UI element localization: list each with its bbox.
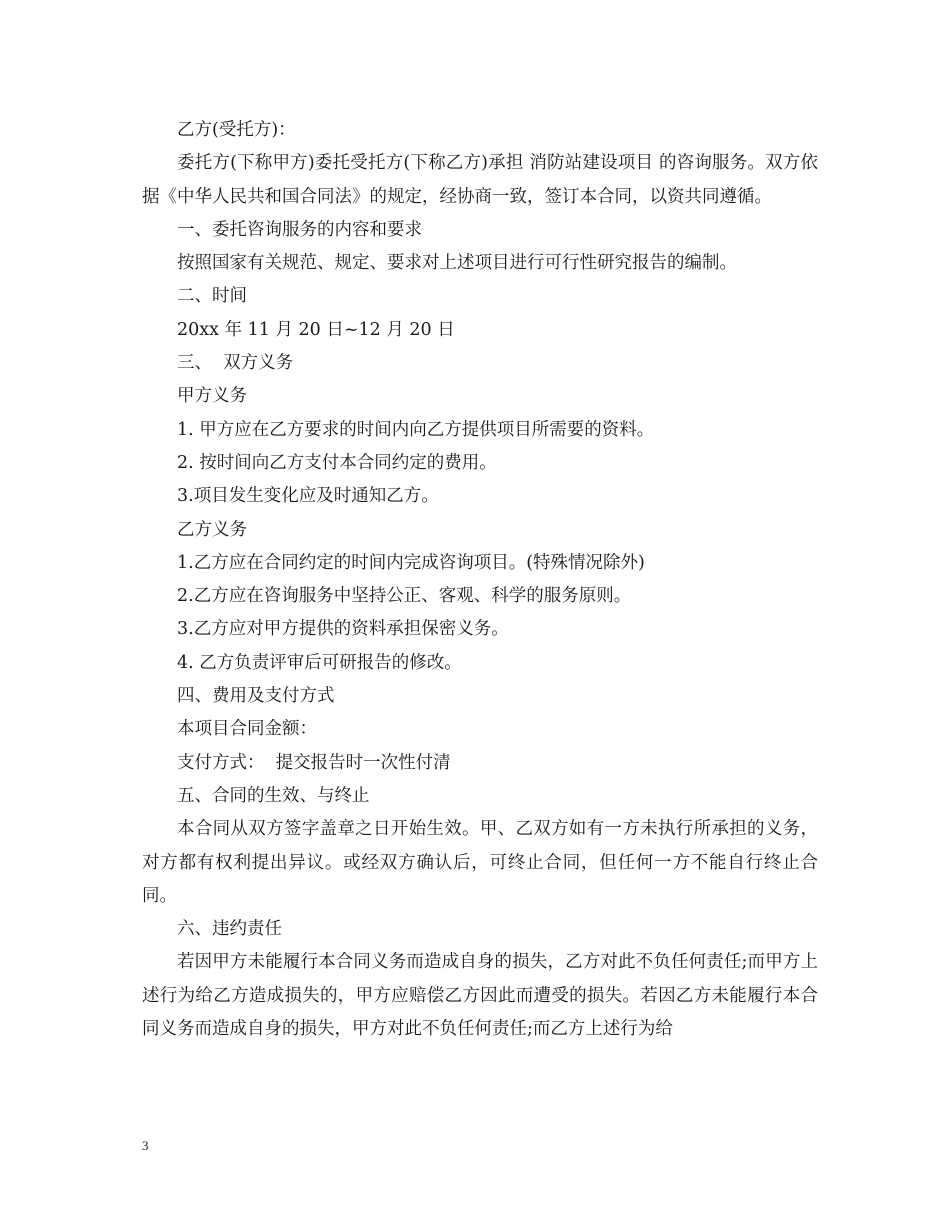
section-2-date: 20xx 年 11 月 20 日~12 月 20 日 bbox=[177, 319, 455, 340]
section-1-heading: 一、委托咨询服务的内容和要求 bbox=[177, 219, 422, 240]
intro-paragraph: 委托方(下称甲方)委托受托方(下称乙方)承担 消防站建设项目 的咨询服务。双方依据《中华人民共和国合同法》的规定，经协商一致，签订本合同，以资共同遵循。 bbox=[142, 153, 818, 207]
party-b-duty-2: 2.乙方应在咨询服务中坚持公正、客观、科学的服务原则。 bbox=[177, 586, 632, 607]
party-b-duty-4: 4. 乙方负责评审后可研报告的修改。 bbox=[177, 652, 462, 673]
section-1-text: 按照国家有关规范、规定、要求对上述项目进行可行性研究报告的编制。 bbox=[177, 253, 737, 274]
section-4-heading: 四、费用及支付方式 bbox=[177, 686, 335, 707]
party-a-duty-1: 1. 甲方应在乙方要求的时间内向乙方提供项目所需要的资料。 bbox=[177, 419, 655, 440]
page-number: 3 bbox=[142, 1138, 149, 1153]
party-a-duty-3: 3.项目发生变化应及时通知乙方。 bbox=[177, 486, 439, 507]
section-5-heading: 五、合同的生效、与终止 bbox=[177, 785, 370, 806]
party-b-label: 乙方(受托方)： bbox=[177, 120, 296, 140]
party-a-duties-heading: 甲方义务 bbox=[177, 386, 247, 407]
party-b-duties-heading: 乙方义务 bbox=[177, 519, 247, 540]
section-5-paragraph: 本合同从双方签字盖章之日开始生效。甲、乙双方如有一方未执行所承担的义务，对方都有权利提出异议。或经双方确认后，可终止合同，但任何一方不能自行终止合同。 bbox=[142, 819, 818, 906]
section-6-heading: 六、违约责任 bbox=[177, 919, 282, 940]
payment-method: 支付方式： 提交报告时一次性付清 bbox=[177, 752, 451, 773]
section-6-paragraph: 若因甲方未能履行本合同义务而造成自身的损失，乙方对此不负任何责任;而甲方上述行为给乙方造成损失的，甲方应赔偿乙方因此而遭受的损失。若因乙方未能履行本合同义务而造成自身的损失，甲方对此不负任何责任;而乙方上述行为给 bbox=[142, 952, 818, 1040]
party-b-duty-3: 3.乙方应对甲方提供的资料承担保密义务。 bbox=[177, 619, 509, 640]
party-b-duty-1: 1.乙方应在合同约定的时间内完成咨询项目。(特殊情况除外) bbox=[177, 552, 645, 573]
contract-amount-label: 本项目合同金额： bbox=[177, 719, 317, 740]
section-2-heading: 二、时间 bbox=[177, 286, 247, 307]
party-a-duty-2: 2. 按时间向乙方支付本合同约定的费用。 bbox=[177, 452, 497, 473]
section-3-heading: 三、 双方义务 bbox=[177, 353, 294, 374]
document-body bbox=[142, 114, 818, 1046]
